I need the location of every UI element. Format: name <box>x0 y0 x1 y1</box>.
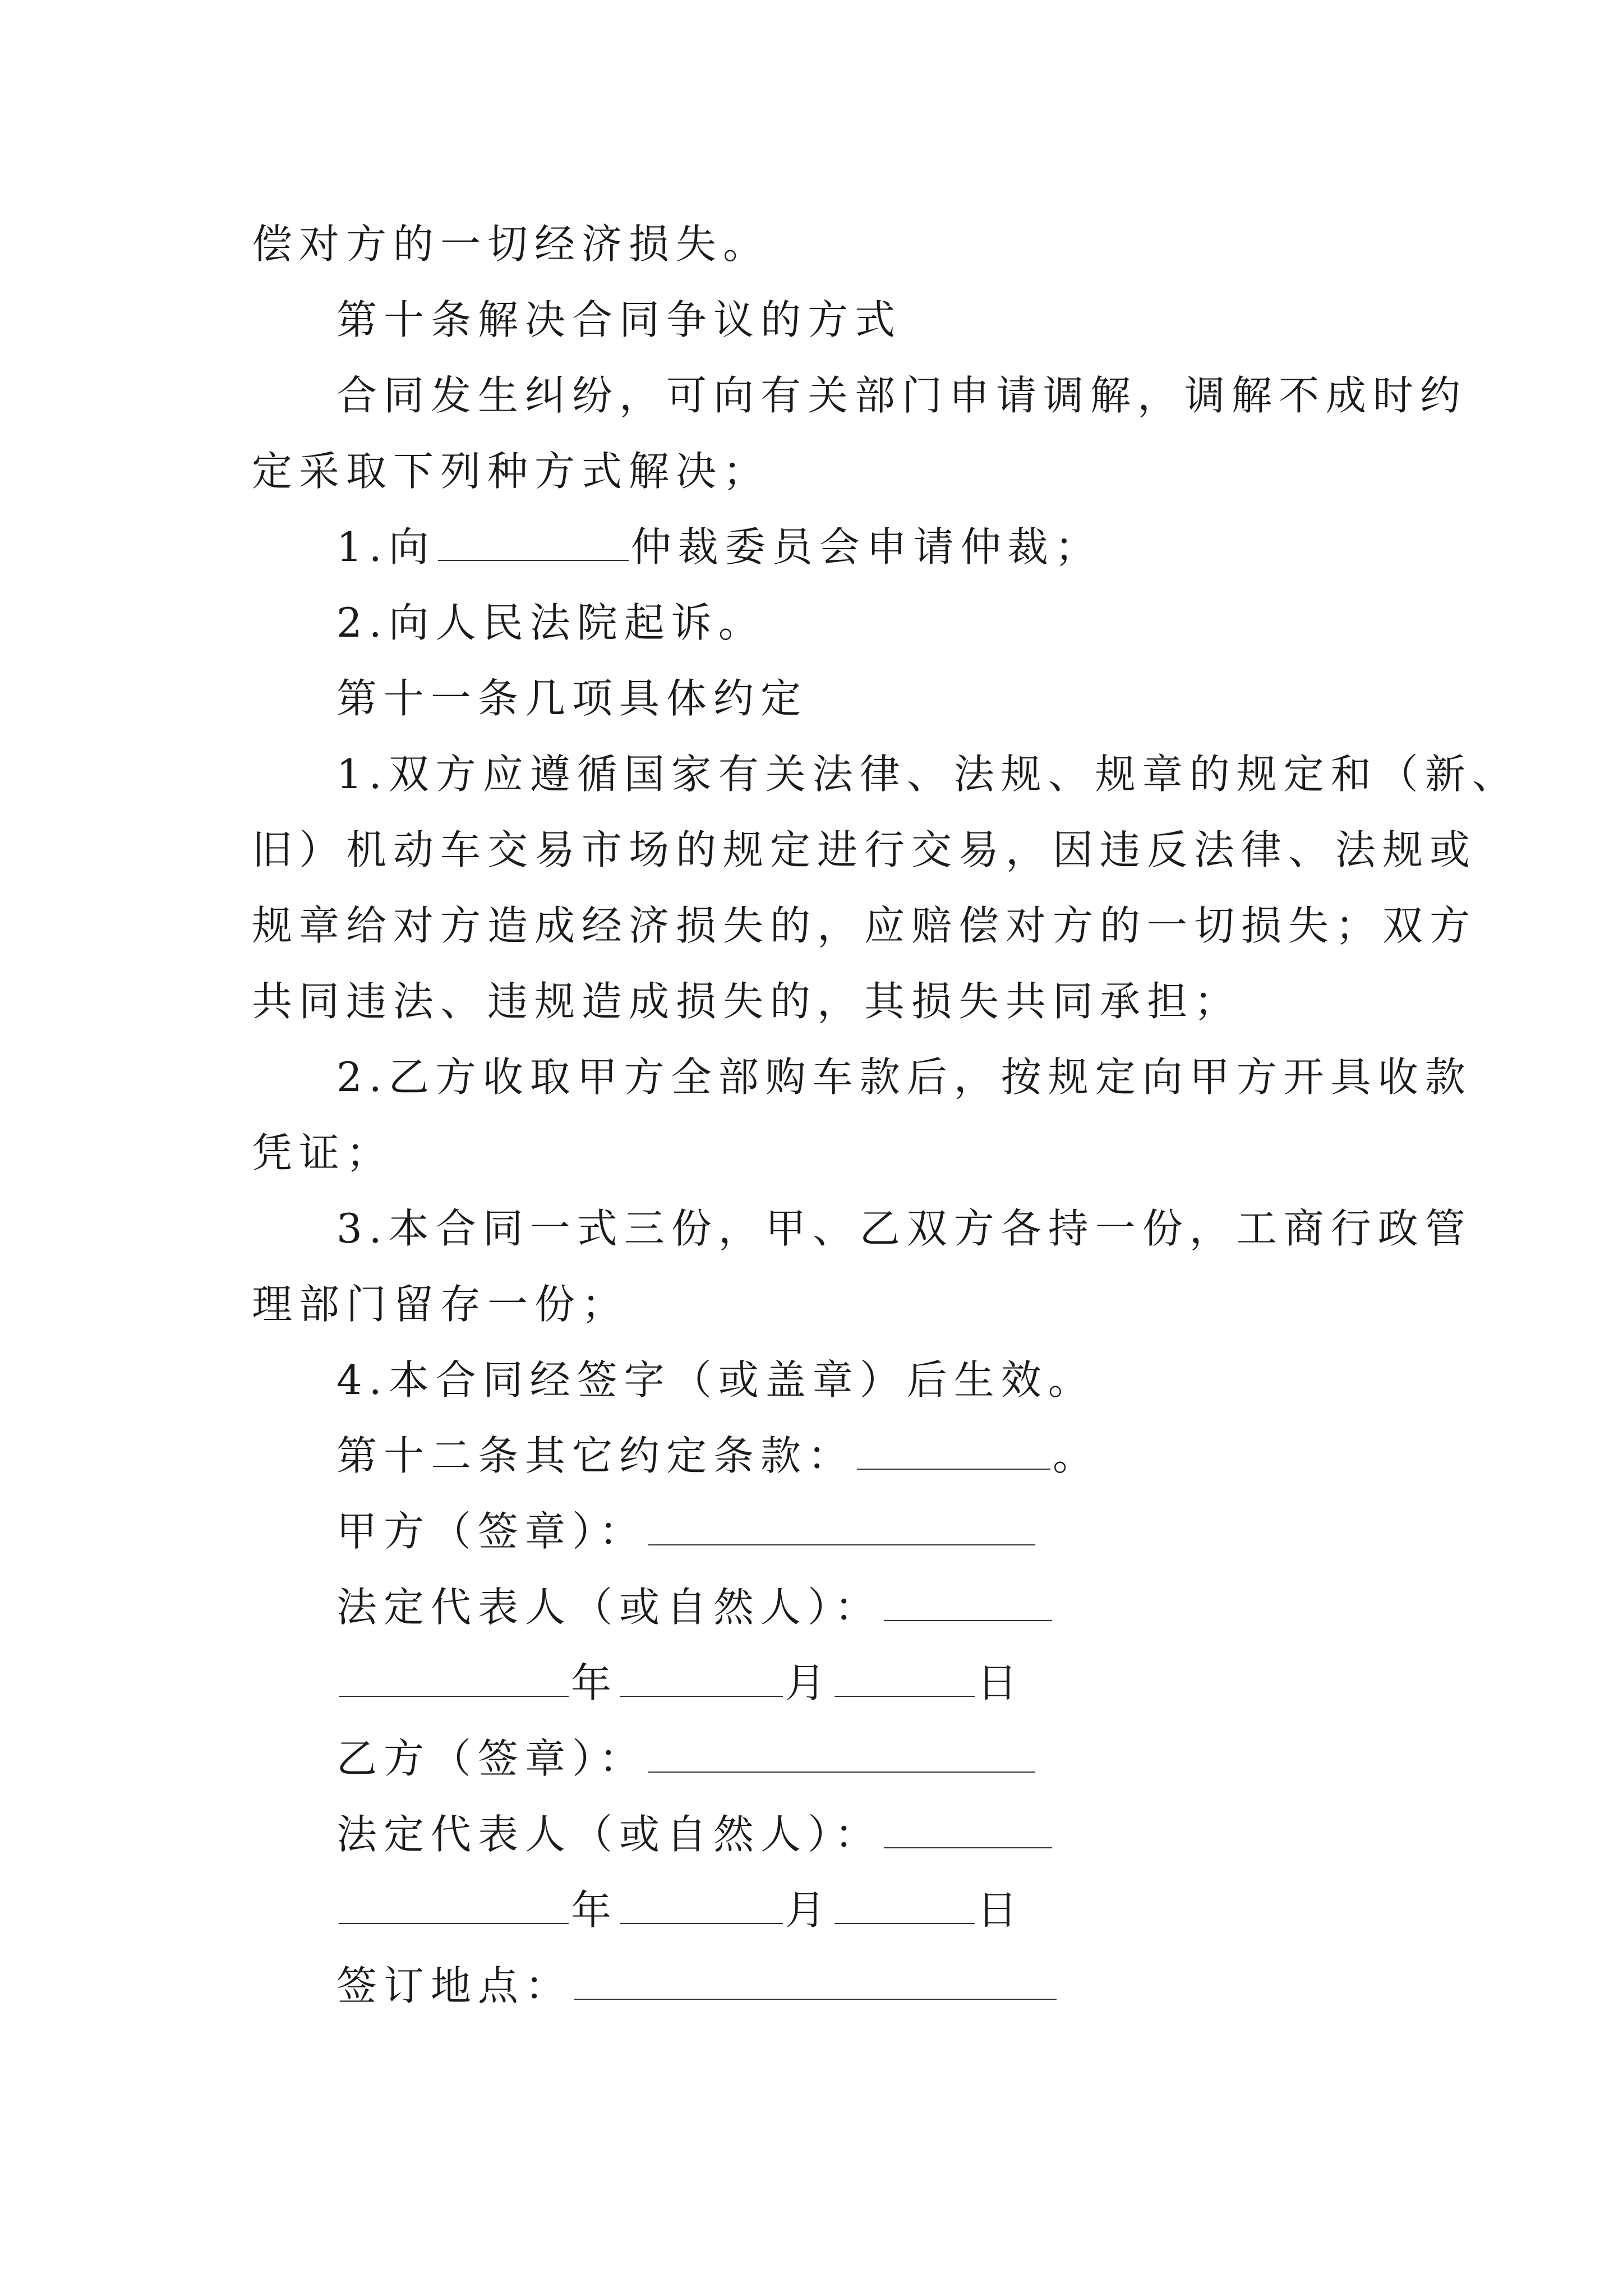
paragraph-line: 3.本合同一式三份，甲、乙双方各持一份，工商行政管 <box>336 1205 1472 1252</box>
paragraph-line: 定采取下列种方式解决； <box>252 448 771 495</box>
party-a-month-blank[interactable] <box>620 1659 783 1697</box>
paragraph-line: 规章给对方造成经济损失的，应赔偿对方的一切损失；双方 <box>252 902 1477 949</box>
paragraph-line: 合同发生纠纷，可向有关部门申请调解，调解不成时约 <box>336 372 1468 419</box>
paragraph-line: 共同违法、违规造成损失的，其损失共同承担； <box>252 978 1242 1025</box>
party-a-year-blank[interactable] <box>339 1659 569 1697</box>
paragraph-line: 凭证； <box>252 1129 394 1176</box>
party-b-representative-blank[interactable] <box>884 1810 1052 1848</box>
party-a-day-blank[interactable] <box>834 1659 975 1697</box>
party-b-year-blank[interactable] <box>339 1886 569 1924</box>
paragraph-line: 理部门留存一份； <box>252 1281 629 1328</box>
article-12-line: 第十二条其它约定条款： 。 <box>336 1432 1100 1479</box>
paragraph-line: 1.双方应遵循国家有关法律、法规、规章的规定和（新、 <box>336 751 1519 798</box>
party-b-date-line: 年 月 日 <box>336 1879 1024 1941</box>
signing-place-blank[interactable] <box>574 1962 1057 2000</box>
party-b-day-blank[interactable] <box>834 1886 975 1924</box>
party-a-representative-blank[interactable] <box>884 1583 1052 1621</box>
paragraph-line: 旧）机动车交易市场的规定进行交易，因违反法律、法规或 <box>252 826 1477 873</box>
party-a-representative-line: 法定代表人（或自然人）： <box>336 1576 1054 1638</box>
party-b-signature-blank[interactable] <box>648 1734 1035 1773</box>
party-b-representative-line: 法定代表人（或自然人）： <box>336 1803 1054 1865</box>
party-b-signature-line: 乙方（签章）： <box>336 1728 1038 1789</box>
party-a-signature-line: 甲方（签章）： <box>336 1501 1038 1562</box>
other-terms-blank[interactable] <box>857 1432 1050 1470</box>
party-a-date-line: 年 月 日 <box>336 1652 1024 1714</box>
arbitration-clause: 1.向 仲裁委员会申请仲裁； <box>336 523 1102 570</box>
article-10-heading: 第十条解决合同争议的方式 <box>336 296 902 343</box>
party-b-month-blank[interactable] <box>620 1886 783 1924</box>
party-a-signature-blank[interactable] <box>648 1507 1035 1545</box>
arbitration-commission-blank[interactable] <box>438 523 629 561</box>
litigation-clause: 2.向人民法院起诉。 <box>336 599 766 646</box>
paragraph-line: 2.乙方收取甲方全部购车款后，按规定向甲方开具收款 <box>336 1053 1472 1101</box>
paragraph-line: 4.本合同经签字（或盖章）后生效。 <box>336 1356 1095 1404</box>
signing-place-line: 签订地点： <box>336 1955 1059 2017</box>
paragraph-line: 偿对方的一切经济损失。 <box>252 220 771 268</box>
article-11-heading: 第十一条几项具体约定 <box>336 675 808 722</box>
